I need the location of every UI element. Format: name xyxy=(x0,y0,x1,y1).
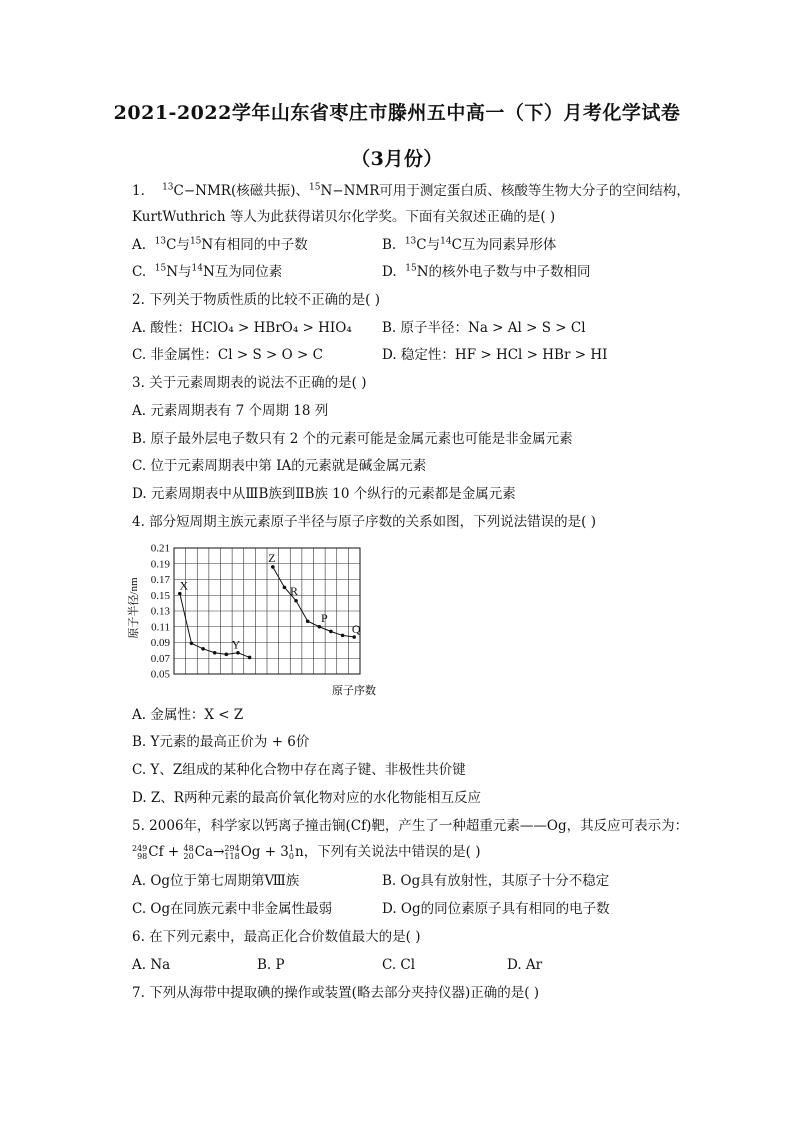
q2-option-a[interactable]: A. 酸性：HClO₄ > HBrO₄ > HIO₄ xyxy=(132,320,352,336)
page-subtitle: （3月份） xyxy=(351,148,443,170)
y-tick-label: 0.09 xyxy=(150,637,170,649)
q2-option-b[interactable]: B. 原子半径：Na > Al > S > Cl xyxy=(382,320,586,336)
y-tick-label: 0.19 xyxy=(150,558,170,571)
q1-option-a[interactable]: A. $^{13}$C与$^{15}$N有相同的中子数 xyxy=(132,236,308,253)
radius-chart xyxy=(126,534,388,698)
q3-option-c[interactable]: C. 位于元素周期表中第 ⅠA的元素就是碱金属元素 xyxy=(132,458,427,474)
chart-x-axis-label: 原子序数 xyxy=(332,685,376,697)
chart-point-labels xyxy=(179,551,360,652)
q5-stem: 5. 2006年，科学家以钙离子撞击锎(Cf)靶，产生了一种超重元素——Og，其反应可表示为： xyxy=(132,818,689,834)
q5-option-a[interactable]: A. Og位于第七周期第Ⅷ族 xyxy=(132,873,300,889)
chart-y-axis-label: 原子半径/nm xyxy=(128,577,140,639)
point-label-x: X xyxy=(179,578,189,593)
data-point xyxy=(306,619,310,623)
q2-option-d[interactable]: D. 稳定性：HF > HCl > HBr > HI xyxy=(382,347,608,363)
q7-stem: 7. 下列从海带中提取碘的操作或装置(略去部分夹持仪器)正确的是( ) xyxy=(132,985,540,1001)
q6-option-b[interactable]: B. P xyxy=(257,957,285,973)
q5-option-c[interactable]: C. Og在同族元素中非金属性最弱 xyxy=(132,901,333,917)
chart-grid xyxy=(174,548,360,674)
q4-option-a[interactable]: A. 金属性：X < Z xyxy=(132,707,244,723)
page-title: 2021-2022学年山东省枣庄市滕州五中高一（下）月考化学试卷 xyxy=(113,102,681,124)
data-point xyxy=(225,653,229,657)
q6-stem: 6. 在下列元素中，最高正化合价数值最大的是( ) xyxy=(132,929,421,945)
q4-option-d[interactable]: D. Z、R两种元素的最高价氧化物对应的水化物能相互反应 xyxy=(132,790,481,806)
data-point xyxy=(283,586,287,590)
q1-stem-line2: KurtWuthrich 等人为此获得诺贝尔化学奖。下面有关叙述正确的是( ) xyxy=(132,209,556,225)
point-label-p: P xyxy=(320,610,328,625)
q1-stem-line1: 1. $^{13}$C−NMR(核磁共振)、$^{15}$N−NMR可用于测定蛋白质、核酸等生物大分子的空间结构， xyxy=(132,182,690,199)
y-tick-label: 0.05 xyxy=(150,668,170,681)
q3-option-d[interactable]: D. 元素周期表中从ⅢB族到ⅡB族 10 个纵行的元素都是金属元素 xyxy=(132,486,516,502)
q2-option-c[interactable]: C. 非金属性：Cl > S > O > C xyxy=(132,347,323,363)
y-tick-label: 0.21 xyxy=(150,542,170,555)
q1-option-d[interactable]: D. $^{15}$N的核外电子数与中子数相同 xyxy=(382,263,591,280)
data-point xyxy=(329,630,333,634)
q6-option-d[interactable]: D. Ar xyxy=(507,957,543,973)
data-point xyxy=(190,641,194,645)
q5-equation: 249 98 Cf + 48 20 Ca→ 294 118 Og + 3 1 0 n，下列有关说法中错误的是( ) xyxy=(132,843,481,861)
y-tick-label: 0.13 xyxy=(150,605,170,618)
cf-nuclide-numbers: 249 98 xyxy=(132,843,148,861)
data-point xyxy=(341,634,345,638)
q4-option-c[interactable]: C. Y、Z组成的某种化合物中存在离子键、非极性共价键 xyxy=(132,762,466,778)
q3-stem: 3. 关于元素周期表的说法不正确的是( ) xyxy=(132,375,367,391)
q5-option-d[interactable]: D. Og的同位素原子具有相同的电子数 xyxy=(382,901,610,917)
y-tick-label: 0.17 xyxy=(150,574,170,586)
q5-option-b[interactable]: B. Og具有放射性，其原子十分不稳定 xyxy=(382,873,610,889)
y-tick-label: 0.15 xyxy=(150,589,170,602)
q4-option-b[interactable]: B. Y元素的最高正价为 + 6价 xyxy=(132,734,310,750)
q1-option-c[interactable]: C. $^{15}$N与$^{14}$N互为同位素 xyxy=(132,263,283,280)
q6-option-c[interactable]: C. Cl xyxy=(382,957,416,973)
data-point xyxy=(213,651,217,655)
data-point xyxy=(201,647,205,651)
point-label-q: Q xyxy=(351,621,361,636)
y-tick-label: 0.11 xyxy=(151,621,170,634)
data-point xyxy=(294,599,298,603)
q1-number: 1. xyxy=(132,183,145,199)
point-label-r: R xyxy=(290,583,299,598)
data-point xyxy=(248,656,252,660)
q3-option-a[interactable]: A. 元素周期表有 7 个周期 18 列 xyxy=(132,403,329,419)
q2-stem: 2. 下列关于物质性质的比较不正确的是( ) xyxy=(132,292,380,308)
q4-stem: 4. 部分短周期主族元素原子半径与原子序数的关系如图，下列说法错误的是( ) xyxy=(132,514,596,530)
point-label-y: Y xyxy=(231,637,241,652)
data-point xyxy=(318,625,322,629)
point-label-z: Z xyxy=(268,550,276,565)
data-point xyxy=(271,565,275,569)
y-tick-label: 0.07 xyxy=(150,652,170,665)
q3-option-b[interactable]: B. 原子最外层电子数只有 2 个的元素可能是金属元素也可能是非金属元素 xyxy=(132,431,573,447)
q1-option-b[interactable]: B. $^{13}$C与$^{14}$C互为同素异形体 xyxy=(382,236,557,253)
q6-option-a[interactable]: A. Na xyxy=(132,957,171,973)
